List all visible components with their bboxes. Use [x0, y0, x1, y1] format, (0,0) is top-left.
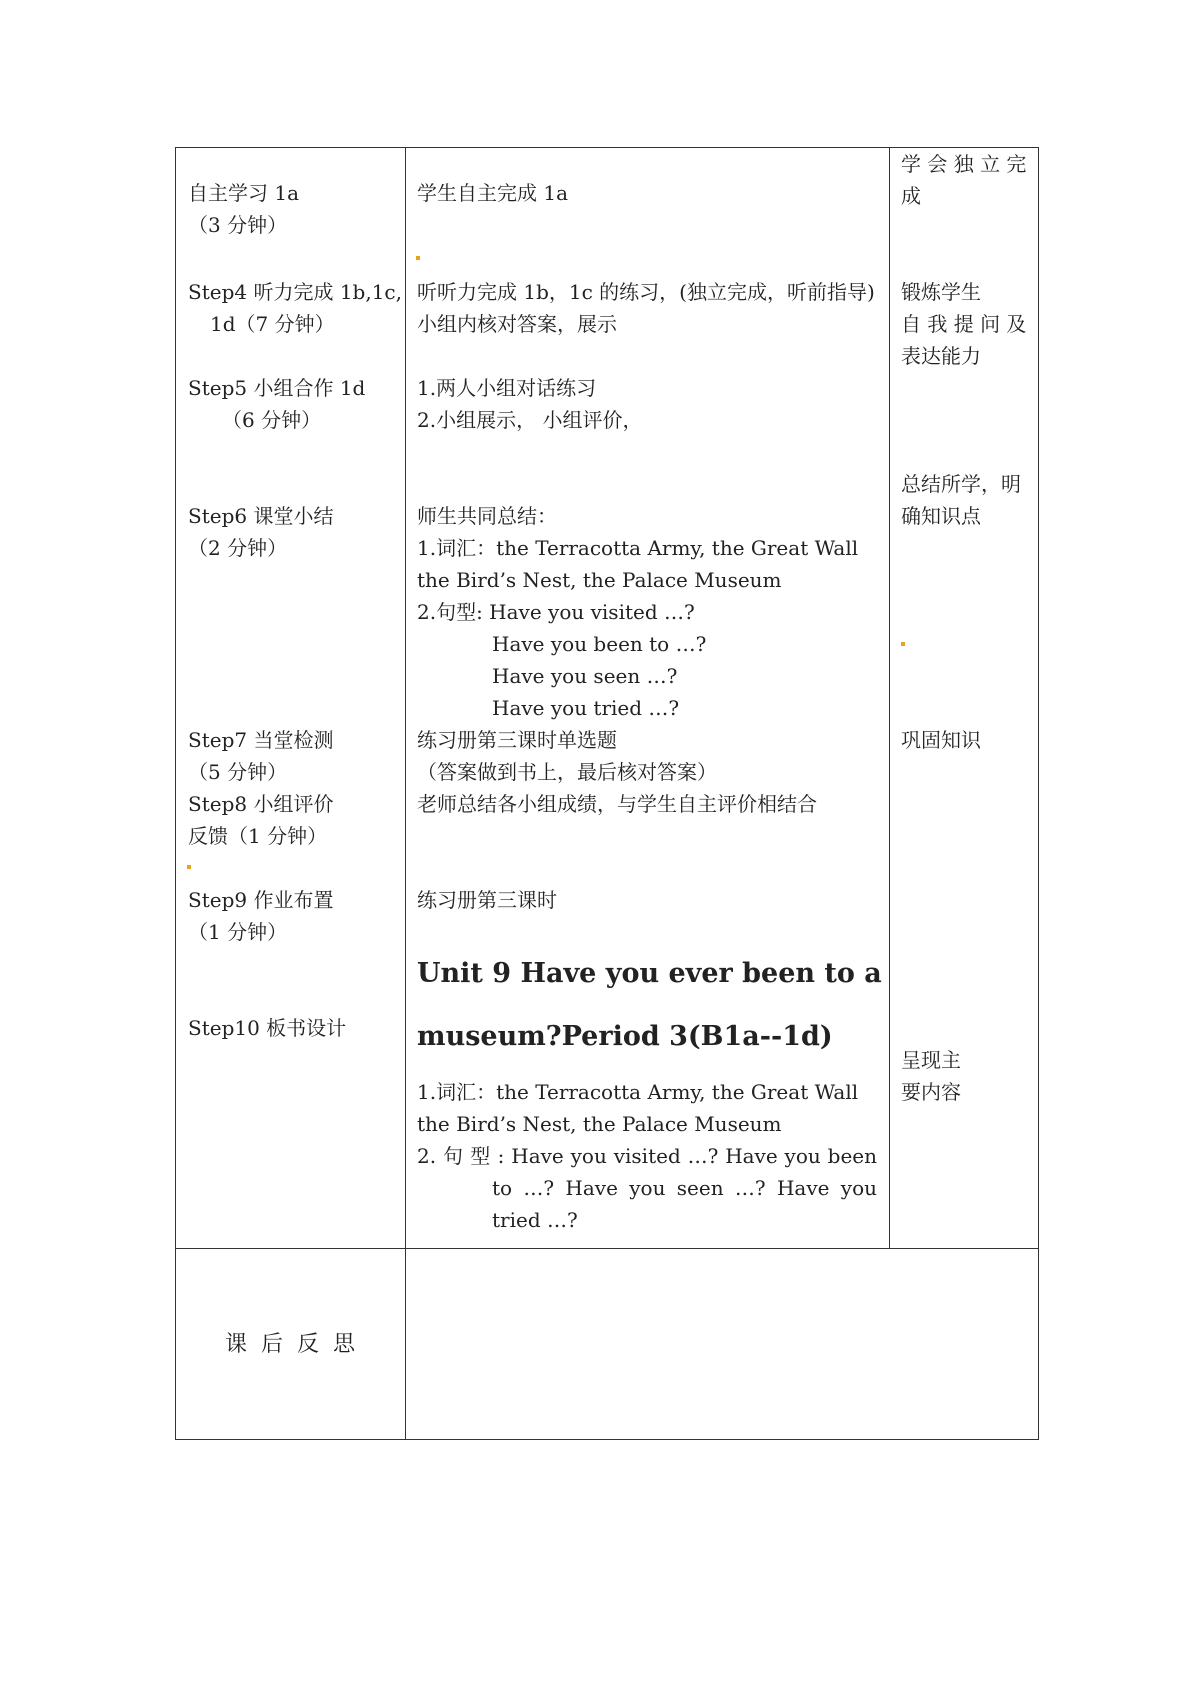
- step5-duration: （6 分钟）: [222, 408, 322, 432]
- purpose-step10-line1: 呈现主: [901, 1048, 961, 1072]
- activity-step4-line2: 小组内核对答案，展示: [417, 312, 617, 336]
- summary-vocab-line1: 1.词汇：the Terracotta Army, the Great Wall: [417, 536, 859, 560]
- board-title-line1: Unit 9 Have you ever been to a: [417, 958, 882, 989]
- step7-duration: （5 分钟）: [188, 760, 288, 784]
- activity-step7-line1: 练习册第三课时单选题: [417, 728, 617, 752]
- activity-step7-line2: （答案做到书上，最后核对答案）: [417, 760, 717, 784]
- step4-duration: 1d（7 分钟）: [210, 312, 335, 336]
- purpose-self-study-line2: 成: [901, 184, 921, 208]
- reflection-label: 课后反思: [225, 1332, 370, 1357]
- step4-label: Step4 听力完成 1b,1c,: [188, 280, 402, 304]
- purpose-step6-line2: 确知识点: [901, 504, 981, 528]
- board-sentence-line1: 2. 句 型 : Have you visited …? Have you been: [417, 1144, 877, 1168]
- reflection-label-cell: [176, 1249, 406, 1440]
- purpose-step6-line1: 总结所学，明: [901, 472, 1021, 496]
- steps-column: [176, 148, 406, 1249]
- board-vocab-line2: the Bird’s Nest, the Palace Museum: [417, 1112, 782, 1136]
- summary-vocab-line2: the Bird’s Nest, the Palace Museum: [417, 568, 782, 592]
- step-self-study-duration: （3 分钟）: [188, 213, 288, 237]
- step9-label: Step9 作业布置: [188, 888, 334, 912]
- stray-mark: [901, 642, 905, 646]
- step7-label: Step7 当堂检测: [188, 728, 334, 752]
- step-self-study: 自主学习 1a: [188, 181, 300, 205]
- activity-step4-line1: 听听力完成 1b，1c 的练习，(独立完成，听前指导): [417, 280, 875, 304]
- step5-label: Step5 小组合作 1d: [188, 376, 366, 400]
- reflection-content-cell: [406, 1249, 1039, 1440]
- purpose-step10-line2: 要内容: [901, 1080, 961, 1104]
- step6-duration: （2 分钟）: [188, 536, 288, 560]
- purpose-self-study-line1: 学 会 独 立 完: [901, 152, 1027, 176]
- summary-sentence-1: 2.句型: Have you visited …?: [417, 600, 695, 624]
- summary-sentence-2: Have you been to …?: [492, 632, 707, 656]
- board-vocab-line1: 1.词汇：the Terracotta Army, the Great Wall: [417, 1080, 859, 1104]
- purpose-column: [890, 148, 1039, 1249]
- stray-mark: [416, 256, 420, 260]
- lesson-plan-table: [175, 147, 1039, 1440]
- board-sentence-line2: to …? Have you seen …? Have you: [492, 1176, 877, 1200]
- activity-self-study: 学生自主完成 1a: [417, 181, 569, 205]
- step8-label: Step8 小组评价: [188, 792, 334, 816]
- activity-step5-line2: 2.小组展示， 小组评价，: [417, 408, 643, 432]
- activity-step9: 练习册第三课时: [417, 888, 557, 912]
- step9-duration: （1 分钟）: [188, 920, 288, 944]
- step6-label: Step6 课堂小结: [188, 504, 334, 528]
- purpose-step7: 巩固知识: [901, 728, 981, 752]
- summary-sentence-3: Have you seen …?: [492, 664, 678, 688]
- purpose-step4-line2: 自 我 提 问 及: [901, 312, 1027, 336]
- activity-step5-line1: 1.两人小组对话练习: [417, 376, 597, 400]
- stray-mark: [187, 865, 191, 869]
- activity-step8: 老师总结各小组成绩，与学生自主评价相结合: [417, 792, 817, 816]
- activities-column: [406, 148, 890, 1249]
- purpose-step4-line1: 锻炼学生: [901, 280, 981, 304]
- summary-heading: 师生共同总结：: [417, 504, 557, 528]
- step10-label: Step10 板书设计: [188, 1016, 347, 1040]
- summary-sentence-4: Have you tried …?: [492, 696, 680, 720]
- board-title-line2: museum?Period 3(B1a--1d): [417, 1021, 833, 1052]
- step8-duration: 反馈（1 分钟）: [188, 824, 328, 848]
- board-sentence-line3: tried …?: [492, 1208, 578, 1232]
- purpose-step4-line3: 表达能力: [901, 344, 981, 368]
